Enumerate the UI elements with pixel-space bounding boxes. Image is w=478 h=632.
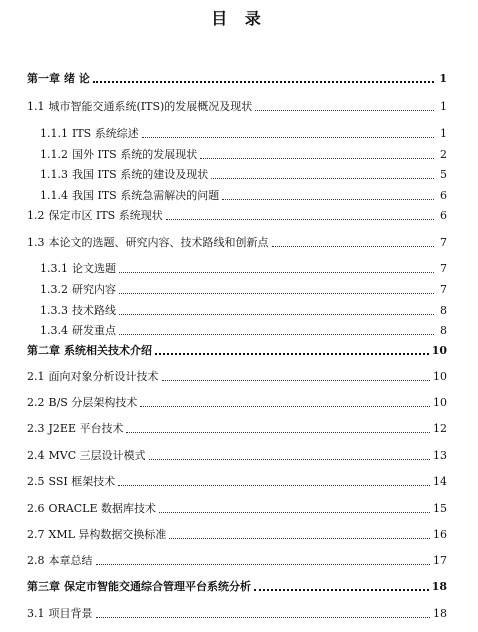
- toc-entry-section[interactable]: [27, 234, 447, 250]
- toc-entry-title: J2EE 平台技术: [48, 422, 124, 435]
- toc-entry-page-number: 7: [440, 236, 447, 249]
- toc-entry-title: 绪 论: [64, 72, 90, 85]
- toc-entry-page-number: 10: [433, 370, 447, 383]
- toc-entry-title: MVC 三层设计模式: [48, 449, 146, 462]
- toc-entry-chapter[interactable]: [27, 578, 447, 594]
- toc-entry-page-number: 17: [433, 554, 447, 567]
- toc-dot-leader: [272, 246, 435, 247]
- toc-entry-page-number: 7: [440, 283, 447, 296]
- toc-dot-leader: [142, 137, 434, 138]
- toc-dot-leader: [162, 380, 431, 381]
- toc-dot-leader: [211, 178, 434, 179]
- toc-entry-number: 2.8: [27, 554, 45, 567]
- toc-entry-section[interactable]: [27, 500, 447, 516]
- toc-entry-chapter[interactable]: [27, 70, 447, 86]
- toc-entry-subsection[interactable]: [40, 260, 447, 276]
- toc-dot-leader: [255, 110, 434, 111]
- toc-dot-leader: [166, 219, 434, 220]
- toc-entry-number: 1.3.3: [40, 304, 68, 317]
- toc-entry-page-number: 10: [431, 344, 447, 357]
- toc-entry-title: 论文选题: [72, 262, 116, 275]
- toc-entry-title: 我国 ITS 系统急需解决的问题: [72, 189, 220, 202]
- toc-entry-page-number: 18: [433, 607, 447, 620]
- toc-entry-number: 2.3: [27, 422, 45, 435]
- toc-entry-page-number: 16: [433, 528, 447, 541]
- toc-entry-number: 1.1: [27, 100, 45, 113]
- toc-entry-section[interactable]: [27, 98, 447, 114]
- toc-entry-title: 技术路线: [72, 304, 116, 317]
- toc-dot-leader: [126, 432, 430, 433]
- toc-entry-title: SSI 框架技术: [48, 475, 116, 488]
- toc-entry-subsection[interactable]: [40, 322, 447, 338]
- toc-dot-leader: [119, 334, 434, 335]
- toc-dot-leader: [149, 459, 430, 460]
- toc-entry-title: ORACLE 数据库技术: [48, 502, 156, 515]
- toc-dot-leader: [93, 81, 434, 83]
- toc-entry-subsection[interactable]: [40, 166, 447, 182]
- toc-dot-leader: [119, 293, 434, 294]
- toc-entry-page-number: 1: [440, 127, 447, 140]
- toc-dot-leader: [119, 272, 434, 273]
- toc-entry-title: 研究内容: [72, 283, 116, 296]
- toc-dot-leader: [169, 538, 430, 539]
- toc-entry-title: 本章总结: [48, 554, 93, 567]
- toc-entry-page-number: 6: [440, 189, 447, 202]
- toc-entry-title: ITS 系统综述: [72, 127, 139, 140]
- toc-entry-chapter[interactable]: [27, 342, 447, 358]
- toc-entry-title: 保定市区 ITS 系统现状: [48, 209, 163, 222]
- toc-entry-number: 1.3.1: [40, 262, 68, 275]
- toc-entry-number: 1.1.2: [40, 148, 68, 161]
- toc-entry-page-number: 2: [440, 148, 447, 161]
- toc-entry-title: 本论文的选题、研究内容、技术路线和创新点: [48, 236, 269, 249]
- toc-entry-number: 第二章: [27, 344, 60, 357]
- toc-dot-leader: [118, 485, 430, 486]
- toc-dot-leader: [222, 199, 434, 200]
- toc-entry-section[interactable]: [27, 526, 447, 542]
- toc-entry-title: 系统相关技术介绍: [64, 344, 152, 357]
- toc-entry-title: 保定市智能交通综合管理平台系统分析: [64, 580, 251, 593]
- toc-dot-leader: [96, 617, 431, 618]
- toc-dot-leader: [119, 314, 434, 315]
- toc-entry-page-number: 8: [440, 304, 447, 317]
- toc-entry-subsection[interactable]: [40, 125, 447, 141]
- toc-entry-subsection[interactable]: [40, 302, 447, 318]
- toc-entry-title: B/S 分层架构技术: [48, 396, 138, 409]
- toc-entry-page-number: 15: [433, 502, 447, 515]
- toc-entry-page-number: 1: [440, 100, 447, 113]
- toc-entry-number: 1.3.2: [40, 283, 68, 296]
- toc-entry-section[interactable]: [27, 447, 447, 463]
- toc-entry-number: 1.2: [27, 209, 45, 222]
- toc-entry-number: 1.1.4: [40, 189, 68, 202]
- toc-dot-leader: [254, 589, 429, 591]
- toc-entry-number: 2.6: [27, 502, 45, 515]
- toc-entry-page-number: 14: [433, 475, 447, 488]
- toc-dot-leader: [155, 353, 429, 355]
- toc-entry-title: 国外 ITS 系统的发展现状: [72, 148, 198, 161]
- toc-entry-number: 1.3.4: [40, 324, 68, 337]
- toc-dot-leader: [159, 512, 430, 513]
- toc-entry-number: 1.1.3: [40, 168, 68, 181]
- toc-entry-section[interactable]: [27, 552, 447, 568]
- toc-entry-section[interactable]: [27, 473, 447, 489]
- toc-dot-leader: [140, 406, 430, 407]
- toc-entry-section[interactable]: [27, 207, 447, 223]
- toc-entry-section[interactable]: [27, 368, 447, 384]
- page-title: 目 录: [211, 9, 267, 28]
- toc-entry-number: 2.5: [27, 475, 45, 488]
- toc-entry-number: 2.2: [27, 396, 45, 409]
- toc-entry-page-number: 6: [440, 209, 447, 222]
- toc-entry-section[interactable]: [27, 605, 447, 621]
- toc-entry-number: 2.7: [27, 528, 45, 541]
- toc-entry-number: 2.1: [27, 370, 45, 383]
- toc-entry-number: 1.1.1: [40, 127, 68, 140]
- toc-entry-title: 我国 ITS 系统的建设及现状: [72, 168, 209, 181]
- toc-entry-title: 面向对象分析设计技术: [48, 370, 159, 383]
- toc-entry-number: 第一章: [27, 72, 60, 85]
- toc-entry-title: 城市智能交通系统(ITS)的发展概况及现状: [48, 100, 253, 113]
- toc-entry-number: 3.1: [27, 607, 45, 620]
- toc-entry-subsection[interactable]: [40, 146, 447, 162]
- toc-entry-number: 第三章: [27, 580, 60, 593]
- toc-dot-leader: [96, 564, 431, 565]
- toc-entry-page-number: 1: [439, 72, 447, 85]
- toc-entry-section[interactable]: [27, 420, 447, 436]
- toc-entry-page-number: 8: [440, 324, 447, 337]
- toc-dot-leader: [200, 158, 434, 159]
- toc-entry-section[interactable]: [27, 394, 447, 410]
- toc-entry-title: 研发重点: [72, 324, 116, 337]
- toc-entry-page-number: 7: [440, 262, 447, 275]
- toc-entry-title: XML 异构数据交换标准: [48, 528, 167, 541]
- toc-entry-page-number: 18: [431, 580, 447, 593]
- toc-entry-page-number: 12: [433, 422, 447, 435]
- toc-entry-page-number: 10: [433, 396, 447, 409]
- toc-entry-page-number: 13: [433, 449, 447, 462]
- toc-entry-subsection[interactable]: [40, 281, 447, 297]
- toc-entry-number: 2.4: [27, 449, 45, 462]
- toc-entry-page-number: 5: [440, 168, 447, 181]
- toc-entry-subsection[interactable]: [40, 187, 447, 203]
- toc-entry-title: 项目背景: [48, 607, 93, 620]
- toc-entry-number: 1.3: [27, 236, 45, 249]
